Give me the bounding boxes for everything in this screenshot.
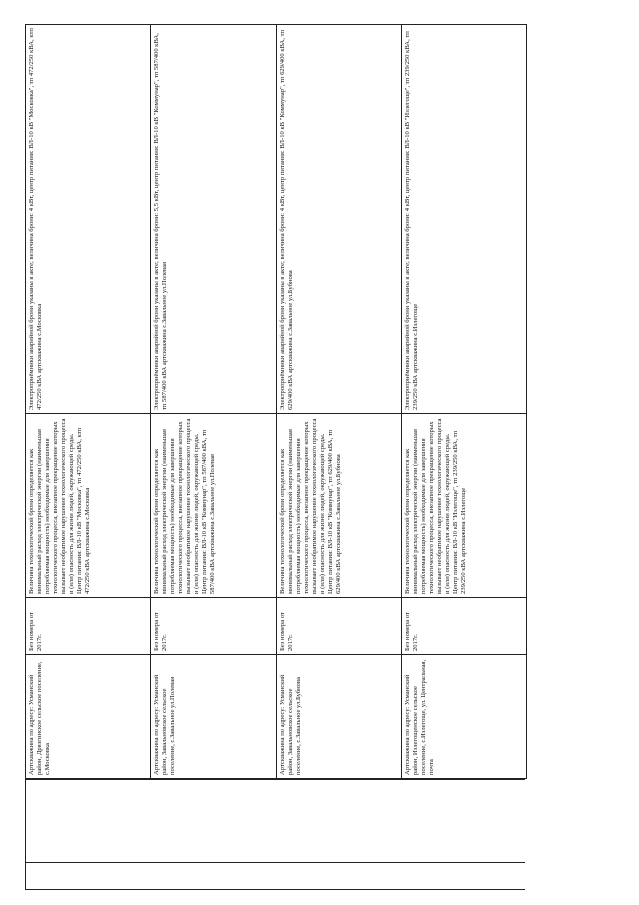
cell-emergency-reserve: Электроприёмники аварийной брони указаны в акте; величина брони: 4 кВт, центр питания: ВЛ-10 кВ "Московка", тп 472/250 кВА, ктп 472/250 кВА артскважина с.Московка: [26, 25, 151, 414]
emergency-reserve-table: [25, 24, 527, 779]
cell-justification: Величина технологической брони определяется как минимальный расход электрической энергии (наименьшая потребляемая мощность) необходимые для завершения технологического процесса, внезапное прекращение которых вызывает необратимое нарушение технологического процесса и (или) опасность для жизни людей, окружающей среды. Центр питания: ВЛ-10 кВ "Коммунар", тп 629/400 кВА, тп 629/400 кВА артскважина с.Завальное ул.Бубнова: [276, 414, 401, 598]
table-border-left: [25, 779, 26, 889]
cell-doc-number: Без номера от 2017г.: [151, 598, 276, 655]
cell-justification: Величина технологической брони определяется как минимальный расход электрической энергии (наименьшая потребляемая мощность) необходимые для завершения технологического процесса, внезапное прекращение которых вызывает необратимое нарушение технологического процесса и (или) опасность для жизни людей, окружающей среды. Центр питания: ВЛ-10 кВ "Излегоще", тп 239/250 кВА, тп 239/250 кВА артскважина с.Излегоще: [401, 414, 526, 598]
cell-address: Артскважина по адресу: Усманский район, Дрязгинское сельское поселение, с.Московка: [26, 655, 151, 779]
cell-address: Артскважина по адресу: Усманский район, Завальновское сельское поселение, с.Завальное ул.Полевая: [151, 655, 276, 779]
cell-address: Артскважина по адресу: Усманский район, Излегощенское сельское поселение, с.Излегоще, ул. Центральная, почта: [401, 655, 526, 779]
table-row: [151, 25, 276, 779]
cell-doc-number: Без номера от 2017г.: [26, 598, 151, 655]
table-divider-line: [25, 889, 525, 890]
table-divider-line: [25, 779, 525, 780]
cell-address: Артскважина по адресу: Усманский район, Завальновское сельское поселение, с.Завальное ул.Бубнова: [276, 655, 401, 779]
cell-emergency-reserve: Электроприёмники аварийной брони указаны в акте; величина брони: 5,5 кВт, центр питания: ВЛ-10 кВ "Коммунар", тп 587/400 кВА, тп 587/400 кВА артскважина с.Завальное ул.Полевая: [151, 25, 276, 414]
cell-doc-number: Без номера от 2017г.: [276, 598, 401, 655]
rotated-table-wrapper: [25, 25, 527, 779]
cell-emergency-reserve: Электроприёмники аварийной брони указаны в акте; величина брони: 4 кВт, центр питания: ВЛ-10 кВ "Излегоще", тп 239/250 кВА, тп 239/250 кВА артскважина с.Излегоще: [401, 25, 526, 414]
cell-justification: Величина технологической брони определяется как минимальный расход электрической энергии (наименьшая потребляемая мощность) необходимые для завершения технологического процесса, внезапное прекращение которых вызывает необратимое нарушение технологического процесса и (или) опасность для жизни людей, окружающей среды. Центр питания: ВЛ-10 кВ "Московка", тп 472/250 кВА, ктп 472/250 кВА артскважина с.Московка: [26, 414, 151, 598]
cell-justification: Величина технологической брони определяется как минимальный расход электрической энергии (наименьшая потребляемая мощность) необходимые для завершения технологического процесса, внезапное прекращение которых вызывает необратимое нарушение технологического процесса и (или) опасность для жизни людей, окружающей среды. Центр питания: ВЛ-10 кВ "Коммунар", тп 587/400 кВА, тп 587/400 кВА артскважина с.Завальное ул.Полевая: [151, 414, 276, 598]
table-divider-line: [25, 862, 525, 863]
cell-doc-number: Без номера от 2017г.: [401, 598, 526, 655]
table-row: [276, 25, 401, 779]
table-row: [26, 25, 151, 779]
cell-emergency-reserve: Электроприёмники аварийной брони указаны в акте; величина брони: 4 кВт, центр питания: ВЛ-10 кВ "Коммунар", тп 629/400 кВА, тп 629/400 кВА артскважина с.Завальное ул.Бубнова: [276, 25, 401, 414]
table-row: [401, 25, 526, 779]
